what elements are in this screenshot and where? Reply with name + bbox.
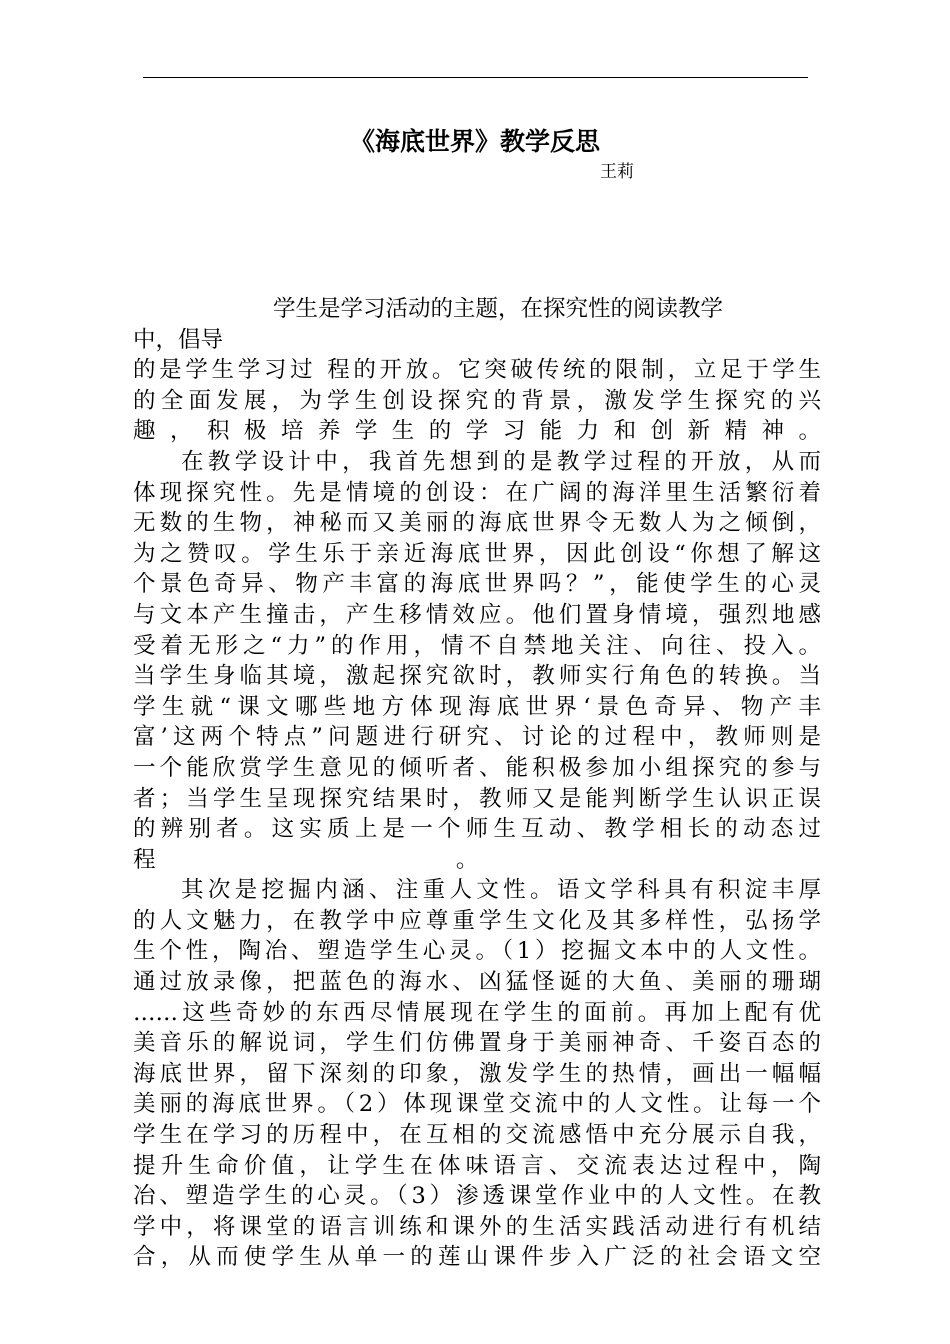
text-line: 富’这两个特点”问题进行研究、讨论的过程中，教师则是 bbox=[133, 724, 821, 751]
text-line: 中，倡导 bbox=[133, 326, 224, 353]
text-line: 学中，将课堂的语言训练和课外的生活实践活动进行有机结 bbox=[133, 1213, 821, 1240]
text-line: 合，从而使学生从单一的莲山课件步入广泛的社会语文空 bbox=[133, 1244, 821, 1271]
text-line: 程 。 bbox=[133, 846, 479, 873]
text-line: ……这些奇妙的东西尽情展现在学生的面前。再加上配有优 bbox=[133, 999, 821, 1026]
text-line: 冶、塑造学生的心灵。（3）渗透课堂作业中的人文性。在教 bbox=[133, 1183, 821, 1210]
text-line: 的辨别者。这实质上是一个师生互动、教学相长的动态过 bbox=[133, 816, 821, 843]
text-line: 体现探究性。先是情境的创设：在广阔的海洋里生活繁衍着 bbox=[133, 479, 821, 506]
text-line: 通过放录像，把蓝色的海水、凶猛怪诞的大鱼、美丽的珊瑚 bbox=[133, 969, 821, 996]
text-line: 的人文魅力，在教学中应尊重学生文化及其多样性，弘扬学 bbox=[133, 907, 821, 934]
header-rule bbox=[143, 77, 808, 78]
text-line: 海底世界，留下深刻的印象，激发学生的热情，画出一幅幅 bbox=[133, 1060, 821, 1087]
text-line: 学生是学习活动的主题，在探究性的阅读教学 bbox=[273, 296, 724, 322]
text-line: 者；当学生呈现探究结果时，教师又是能判断学生认识正误 bbox=[133, 785, 821, 812]
text-line: 的是学生学习过 程的开放。它突破传统的限制，立足于学生 bbox=[133, 357, 821, 384]
text-line: 为之赞叹。学生乐于亲近海底世界，因此创设“你想了解这 bbox=[133, 540, 821, 567]
text-line: 个景色奇异、物产丰富的海底世界吗？”，能使学生的心灵 bbox=[133, 571, 821, 598]
text-line: 生个性，陶冶、塑造学生心灵。（1）挖掘文本中的人文性。 bbox=[133, 938, 821, 965]
text-line: 美丽的海底世界。（2）体现课堂交流中的人文性。让每一个 bbox=[133, 1091, 821, 1118]
text-line: 的全面发展，为学生创设探究的背景，激发学生探究的兴 bbox=[133, 387, 821, 414]
text-line: 当学生身临其境，激起探究欲时，教师实行角色的转换。当 bbox=[133, 663, 821, 690]
text-line: 受着无形之“力”的作用，情不自禁地关注、向往、投入。 bbox=[133, 632, 821, 659]
text-line: 其次是挖掘内涵、注重人文性。语文学科具有积淀丰厚 bbox=[181, 877, 821, 904]
text-line: 提升生命价值，让学生在体味语言、交流表达过程中，陶 bbox=[133, 1152, 821, 1179]
document-author: 王莉 bbox=[600, 162, 634, 182]
text-line: 学生就“课文哪些地方体现海底世界‘景色奇异、物产丰 bbox=[133, 693, 821, 720]
text-line: 美音乐的解说词，学生们仿佛置身于美丽神奇、千姿百态的 bbox=[133, 1030, 821, 1057]
document-body bbox=[133, 294, 821, 1273]
text-line: 趣，积极培养学生的学习能力和创新精神。 bbox=[133, 418, 821, 445]
document-title: 《海底世界》教学反思 bbox=[349, 127, 600, 156]
text-line: 一个能欣赏学生意见的倾听者、能积极参加小组探究的参与 bbox=[133, 754, 821, 781]
text-line: 与文本产生撞击，产生移情效应。他们置身情境，强烈地感 bbox=[133, 601, 821, 628]
text-line: 无数的生物，神秘而又美丽的海底世界令无数人为之倾倒， bbox=[133, 510, 821, 537]
text-line: 在教学设计中，我首先想到的是教学过程的开放，从而 bbox=[181, 448, 821, 475]
text-line: 学生在学习的历程中，在互相的交流感悟中充分展示自我， bbox=[133, 1122, 821, 1149]
